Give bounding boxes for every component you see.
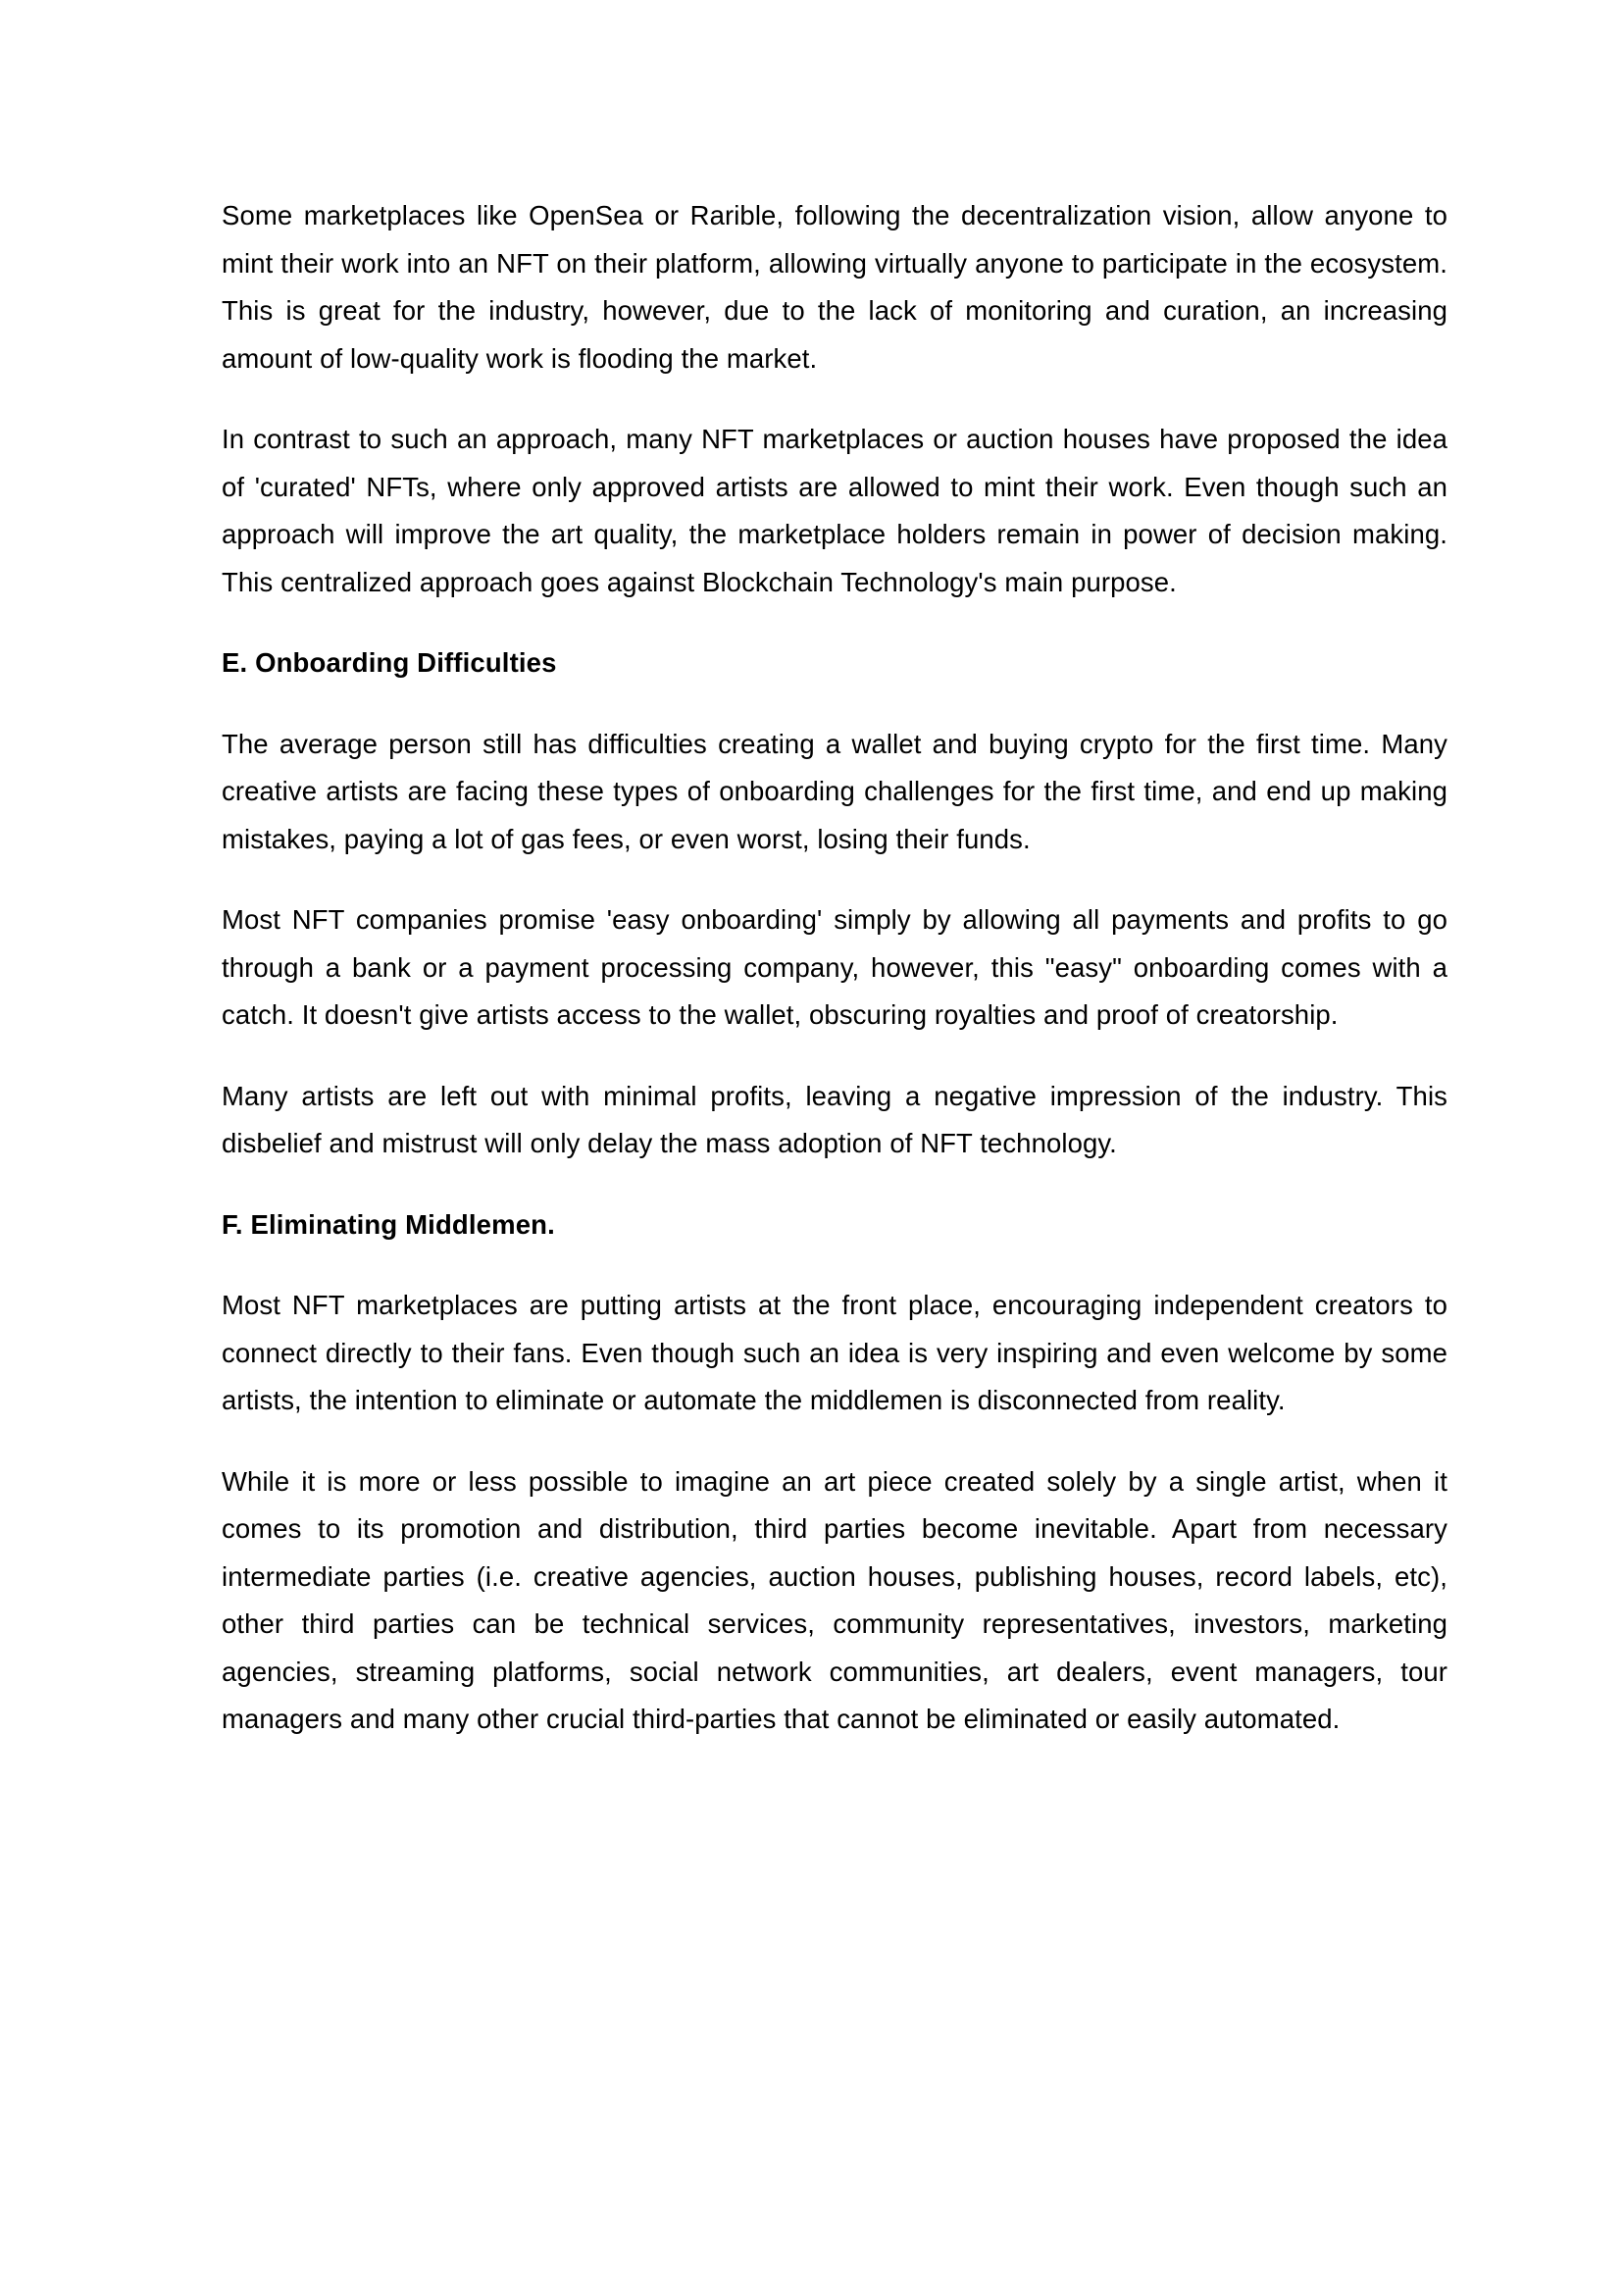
heading-eliminating-middlemen: F. Eliminating Middlemen.: [222, 1208, 555, 1240]
document-text-column: [222, 192, 1447, 1744]
paragraph-easy-onboarding-catch: Most NFT companies promise 'easy onboarding' simply by allowing all payments and profits to go through a bank or a payment processing company, however, this "easy" onboarding comes with a catch. It doesn't give artists access to the wallet, obscuring royalties and proof of creatorship.: [222, 904, 1447, 1030]
paragraph-marketplaces-opensea-rarible: Some marketplaces like OpenSea or Rarible, following the decentralization vision, allow anyone to mint their work into an NFT on their platform, allowing virtually anyone to participate in the ecosystem. This is great for the industry, however, due to the lack of monitoring and curation, an increasing amount of low-quality work is flooding the market.: [222, 200, 1447, 374]
paragraph-average-person-wallet: The average person still has difficulties creating a wallet and buying crypto for the first time. Many creative artists are facing these types of onboarding challenges for the first time, and end up making mistakes, paying a lot of gas fees, or even worst, losing their funds.: [222, 728, 1447, 854]
paragraph-minimal-profits-mistrust: Many artists are left out with minimal profits, leaving a negative impression of the industry. This disbelief and mistrust will only delay the mass adoption of NFT technology.: [222, 1080, 1447, 1158]
paragraph-third-parties-inevitable: While it is more or less possible to imagine an art piece created solely by a single artist, when it comes to its promotion and distribution, third parties become inevitable. Apart from necessary intermediate parties (i.e. creative agencies, auction houses, publishing houses, record labels, etc), other third parties can be technical services, community representatives, investors, marketing agencies, streaming platforms, social network communities, art dealers, event managers, tour managers and many other crucial third-parties that cannot be eliminated or easily automated.: [222, 1465, 1447, 1734]
paragraph-curated-nfts: In contrast to such an approach, many NFT marketplaces or auction houses have proposed the idea of 'curated' NFTs, where only approved artists are allowed to mint their work. Even though such an approach will improve the art quality, the marketplace holders remain in power of decision making. This centralized approach goes against Blockchain Technology's main purpose.: [222, 424, 1447, 597]
paragraph-artists-front-place: Most NFT marketplaces are putting artists at the front place, encouraging independent creators to connect directly to their fans. Even though such an idea is very inspiring and even welcome by some artists, the intention to eliminate or automate the middlemen is disconnected from reality.: [222, 1290, 1447, 1415]
heading-onboarding-difficulties: E. Onboarding Difficulties: [222, 647, 557, 678]
